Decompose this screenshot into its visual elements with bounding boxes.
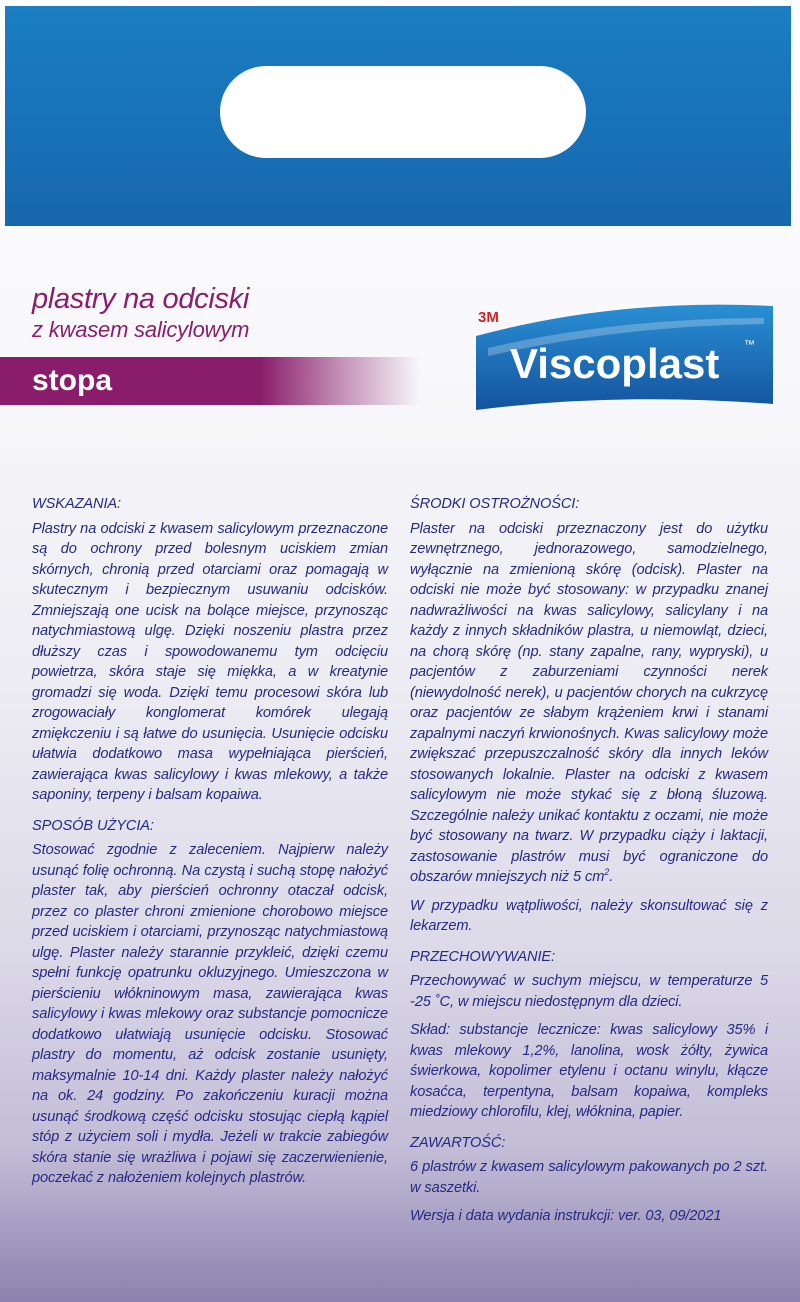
brand-product-name: Viscoplast	[510, 340, 720, 387]
precautions-body: Plaster na odciski przeznaczony jest do użytku zewnętrznego, jednorazowego, samodzielnego, wyłącznie na zmienioną skórę (odcisk). Plaster na odciski nie może być stosowany: w przypadku znanej nadwrażliwości na kwas salicylowy, salicylany i na każdy z innych składników plastra, u niemowląt, dzieci, na chorą skórę (np. stany zapalne, rany, wypryski), u pacjentów z zaburzeniami czynności nerek (niewydolność nerek), u pacjentów chorych na cukrzycę oraz pacjentów ze słabym krążeniem krwi i stanami zapalnymi naczyń krwionośnych. Kwas salicylowy może zwiększać przepuszczalność skóry dla innych leków stosowanych lokalnie. Plaster na odciski z kwasem salicylowym nie może stykać się z błoną śluzową. Szczególnie należy unikać kontaktu z oczami, nie może być stosowany na twarz. W przypadku ciąży i laktacji, zastosowanie plastrów musi być ograniczone do obszarów mniejszych niż 5 cm	[410, 520, 768, 885]
right-column	[410, 494, 768, 1227]
brand-3m-mark: 3M	[478, 309, 499, 326]
indications-text: Plastry na odciski z kwasem salicylowym przeznaczone są do ochrony przed bolesnym uciskiem zmian skórnych, chronią przed otarciami oraz pomagają w skutecznym i bezpiecznym usuwaniu odcisków. Zmniejszają one ucisk na bolące miejsce, przynosząc natychmiastową ulgę. Dzięki noszeniu plastra przez dłuższy czas i spowodowanemu tym odcięciu powietrza, skóra staje się miękka, a w kreatynie gromadzi się woda. Dzięki temu procesowi skóra lub zrogowaciały konglomerat komórek ulegają zmiękczeniu i są łatwe do usunięcia. Usunięcie odcisku ułatwia dodatkowo masa wypełniająca pierścień, zawierająca kwas salicylowy i kwas mlekowy, a także saponiny, terpeny i balsam kopaiwa.	[32, 520, 388, 803]
title-block	[32, 282, 249, 344]
trademark-mark: ™	[744, 339, 755, 351]
version-text: Wersja i data wydania instrukcji: ver. 03, 09/2021	[410, 1208, 722, 1224]
storage-heading: PRZECHOWYWANIE:	[410, 948, 555, 965]
contents-text: 6 plastrów z kwasem salicylowym pakowanych po 2 szt. w saszetki.	[410, 1159, 768, 1196]
usage-heading: SPOSÓB UŻYCIA:	[32, 817, 154, 834]
category-stripe	[0, 357, 420, 405]
composition-text: Skład: substancje lecznicze: kwas salicylowy 35% i kwas mlekowy 1,2%, lanolina, wosk żółty, żywica świerkowa, kopolimer etylenu i octanu winylu, kłącze kosaćca, terpentyna, balsam kopaiwa, kompleks miedziowy chlorofilu, klej, włóknina, papier.	[410, 1022, 768, 1120]
precautions-superscript: 2	[604, 867, 610, 878]
viscoplast-logo	[468, 300, 778, 410]
top-blue-band	[5, 6, 791, 226]
indications-heading: WSKAZANIA:	[32, 496, 122, 512]
product-subtitle: z kwasem salicylowym	[32, 317, 250, 342]
category-label: stopa	[32, 364, 113, 397]
hang-hole	[220, 66, 586, 158]
storage-text: Przechowywać w suchym miejscu, w temperaturze 5 -25 ˚C, w miejscu niedostępnym dla dzieci.	[410, 973, 768, 1010]
usage-text: Stosować zgodnie z zaleceniem. Najpierw należy usunąć folię ochronną. Na czystą i suchą stopę nałożyć plaster tak, aby pierścień ochronny otaczał odcisk, przez co plaster chroni zmienione chorobowo miejsce przed uciskiem i otarciami, przynosząc natychmiastową ulgę. Plaster należy starannie przykleić, dzięki czemu spełni funkcję opatrunku okluzyjnego. Umieszczona w pierścieniu włókninowym masa, zawierająca kwas salicylowy i kwas mlekowy oraz substancje pomocnicze dodatkowo ułatwiają usunięcie odcisku. Stosować plastry do momentu, aż odcisk zostanie usunięty, maksymalnie 10-14 dni. Każdy plaster należy nałożyć na ok. 24 godziny. Po zakończeniu kuracji można usunąć środkową część odcisku stosując ciepłą kąpiel stóp z użyciem soli i mydła. Jeżeli w trakcie zabiegów skóra stanie się wrażliwa i pojawi się zaczerwienienie, poczekać z nałożeniem kolejnych plastrów.	[32, 842, 388, 1186]
precautions-heading: ŚRODKI OSTROŻNOŚCI:	[410, 496, 580, 512]
product-title: plastry na odciski	[32, 283, 250, 315]
left-column	[32, 494, 388, 1189]
contents-heading: ZAWARTOŚĆ:	[410, 1134, 506, 1151]
precautions-text	[410, 519, 768, 888]
precautions-end: .	[609, 869, 614, 885]
doubt-text: W przypadku wątpliwości, należy skonsultować się z lekarzem.	[410, 897, 768, 934]
